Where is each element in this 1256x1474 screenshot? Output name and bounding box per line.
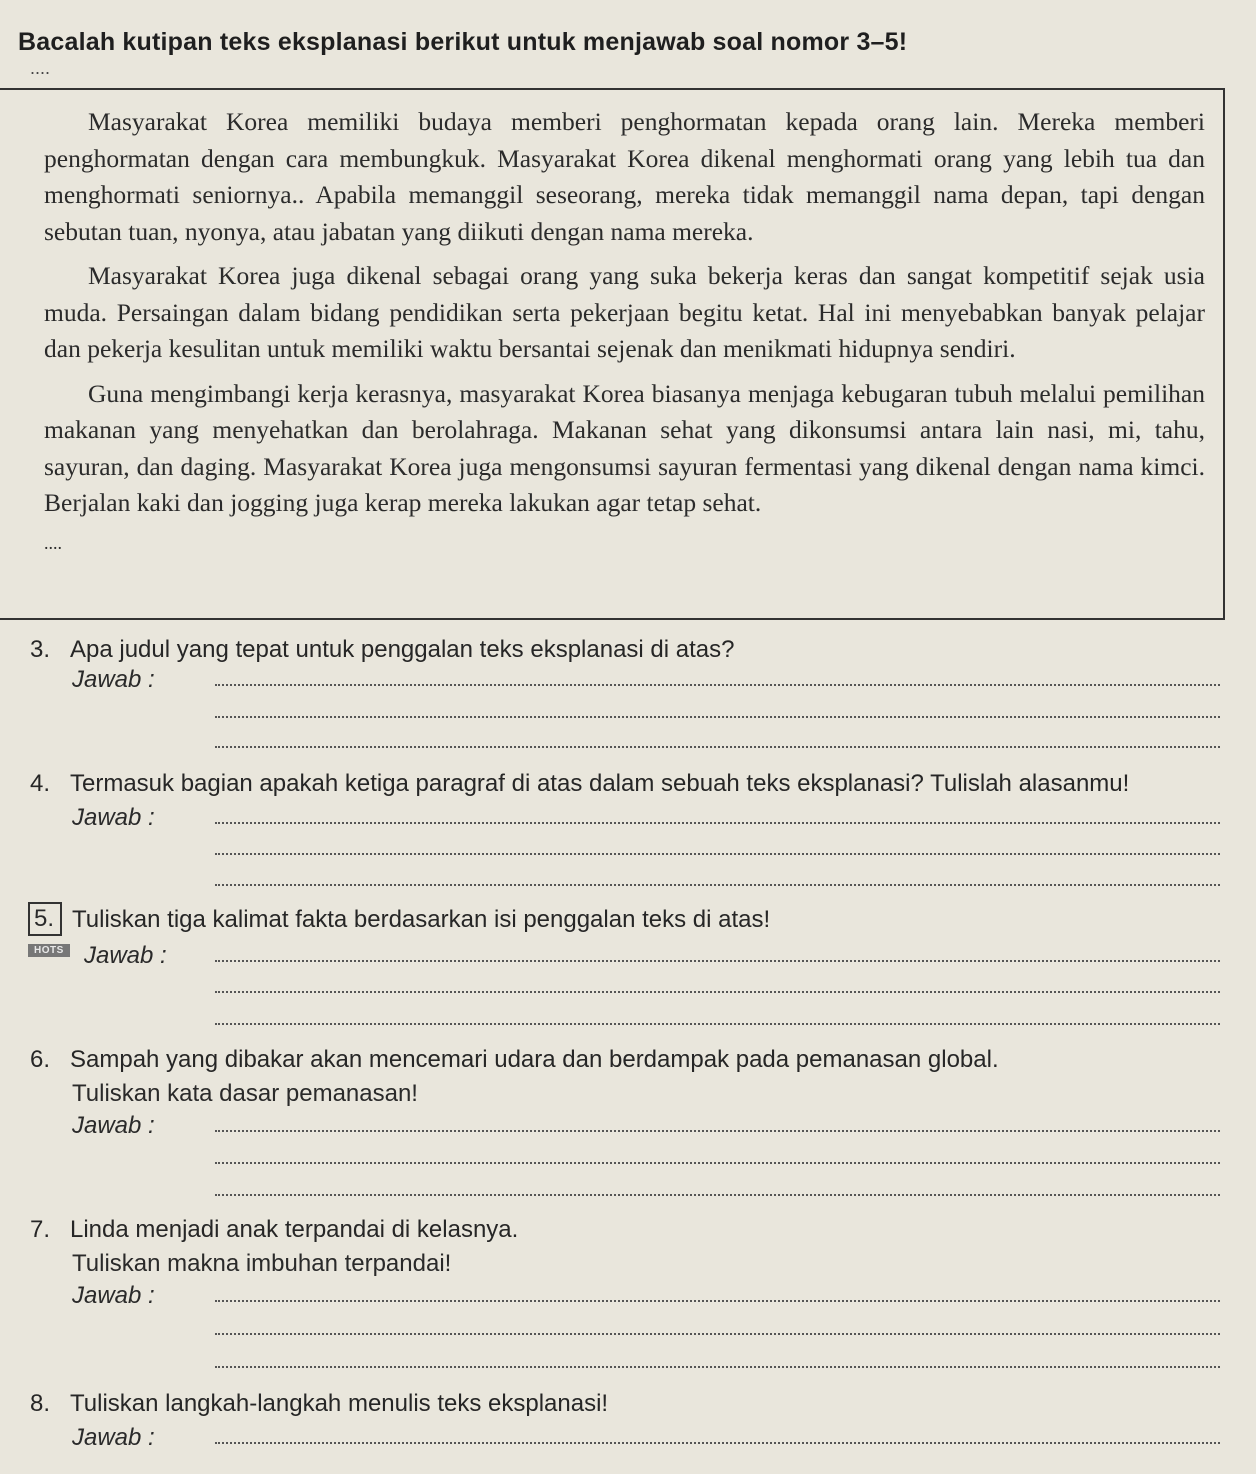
question-number: 7. bbox=[30, 1216, 51, 1243]
question-number-box: 5. bbox=[28, 902, 62, 936]
passage-paragraph-2: Masyarakat Korea juga dikenal sebagai orang yang suka bekerja keras dan sangat kompetitif sejak usia muda. Persaingan dalam bidang pendidikan serta pekerjaan begitu ketat. Hal ini menyebabkan banyak pelajar dan pekerja kesulitan untuk memiliki waktu bersantai sejenak dan menikmati hidupnya sendiri. bbox=[44, 261, 1205, 363]
question-text: Sampah yang dibakar akan mencemari udara dan berdampak pada pemanasan global. bbox=[70, 1046, 999, 1073]
question-number: 8. bbox=[30, 1390, 51, 1417]
passage-paragraph-3: Guna mengimbangi kerja kerasnya, masyarakat Korea biasanya menjaga kebugaran tubuh melalui pemilihan makanan yang menyehatkan dan berolahraga. Makanan sehat yang dikonsumsi antara lain nasi, mi, tahu, sayuran, dan daging. Masyarakat Korea juga mengonsumsi sayuran fermentasi yang dikenal dengan nama kimci. Berjalan kaki dan jogging juga kerap mereka lakukan agar tetap sehat. bbox=[44, 378, 1205, 517]
question-4 bbox=[30, 770, 1129, 798]
answer-line[interactable] bbox=[215, 884, 1220, 886]
answer-line[interactable] bbox=[215, 822, 1220, 824]
jawab-label: Jawab : bbox=[72, 1424, 155, 1451]
answer-line[interactable] bbox=[215, 1366, 1220, 1368]
question-6 bbox=[30, 1046, 999, 1074]
ellipsis-bottom: .... bbox=[44, 532, 62, 553]
answer-line[interactable] bbox=[215, 684, 1220, 686]
jawab-label: Jawab : bbox=[84, 942, 167, 969]
answer-line[interactable] bbox=[215, 1023, 1220, 1025]
passage-paragraph-1: Masyarakat Korea memiliki budaya memberi penghormatan kepada orang lain. Mereka memberi penghormatan dengan cara membungkuk. Masyarakat Korea dikenal menghormati orang yang lebih tua dan menghormati seniornya.. Apabila memanggil seseorang, mereka tidak memanggil nama depan, tapi dengan sebutan tuan, nyonya, atau jabatan yang diikuti dengan nama mereka. bbox=[44, 107, 1205, 246]
answer-line[interactable] bbox=[215, 1194, 1220, 1196]
question-number: 6. bbox=[30, 1046, 51, 1073]
instruction-heading: Bacalah kutipan teks eksplanasi berikut untuk menjawab soal nomor 3–5! bbox=[18, 28, 908, 56]
question-number: 3. bbox=[30, 636, 51, 663]
answer-line[interactable] bbox=[215, 853, 1220, 855]
question-7 bbox=[30, 1216, 518, 1244]
question-text: Tuliskan tiga kalimat fakta berdasarkan isi penggalan teks di atas! bbox=[72, 906, 771, 933]
question-8 bbox=[30, 1390, 608, 1418]
answer-line[interactable] bbox=[215, 1442, 1220, 1444]
question-6-sub: Tuliskan kata dasar pemanasan! bbox=[72, 1080, 418, 1107]
question-text: Linda menjadi anak terpandai di kelasnya. bbox=[70, 1216, 519, 1243]
answer-line[interactable] bbox=[215, 716, 1220, 718]
ellipsis-top: .... bbox=[30, 58, 51, 78]
question-3 bbox=[30, 636, 734, 664]
question-5 bbox=[72, 906, 770, 934]
question-text: Termasuk bagian apakah ketiga paragraf di atas dalam sebuah teks eksplanasi? Tulislah alasanmu! bbox=[70, 770, 1130, 797]
jawab-label: Jawab : bbox=[72, 666, 155, 693]
question-text: Apa judul yang tepat untuk penggalan teks eksplanasi di atas? bbox=[70, 636, 735, 663]
hots-badge: HOTS bbox=[28, 944, 70, 957]
question-7-sub: Tuliskan makna imbuhan terpandai! bbox=[72, 1250, 452, 1277]
jawab-label: Jawab : bbox=[72, 804, 155, 831]
answer-line[interactable] bbox=[215, 1300, 1220, 1302]
jawab-label: Jawab : bbox=[72, 1282, 155, 1309]
answer-line[interactable] bbox=[215, 1130, 1220, 1132]
question-text: Tuliskan langkah-langkah menulis teks eksplanasi! bbox=[70, 1390, 609, 1417]
answer-line[interactable] bbox=[215, 1333, 1220, 1335]
passage-box bbox=[0, 88, 1225, 620]
answer-line[interactable] bbox=[215, 746, 1220, 748]
answer-line[interactable] bbox=[215, 1162, 1220, 1164]
answer-line[interactable] bbox=[215, 991, 1220, 993]
answer-line[interactable] bbox=[215, 960, 1220, 962]
question-number: 4. bbox=[30, 770, 51, 797]
jawab-label: Jawab : bbox=[72, 1112, 155, 1139]
